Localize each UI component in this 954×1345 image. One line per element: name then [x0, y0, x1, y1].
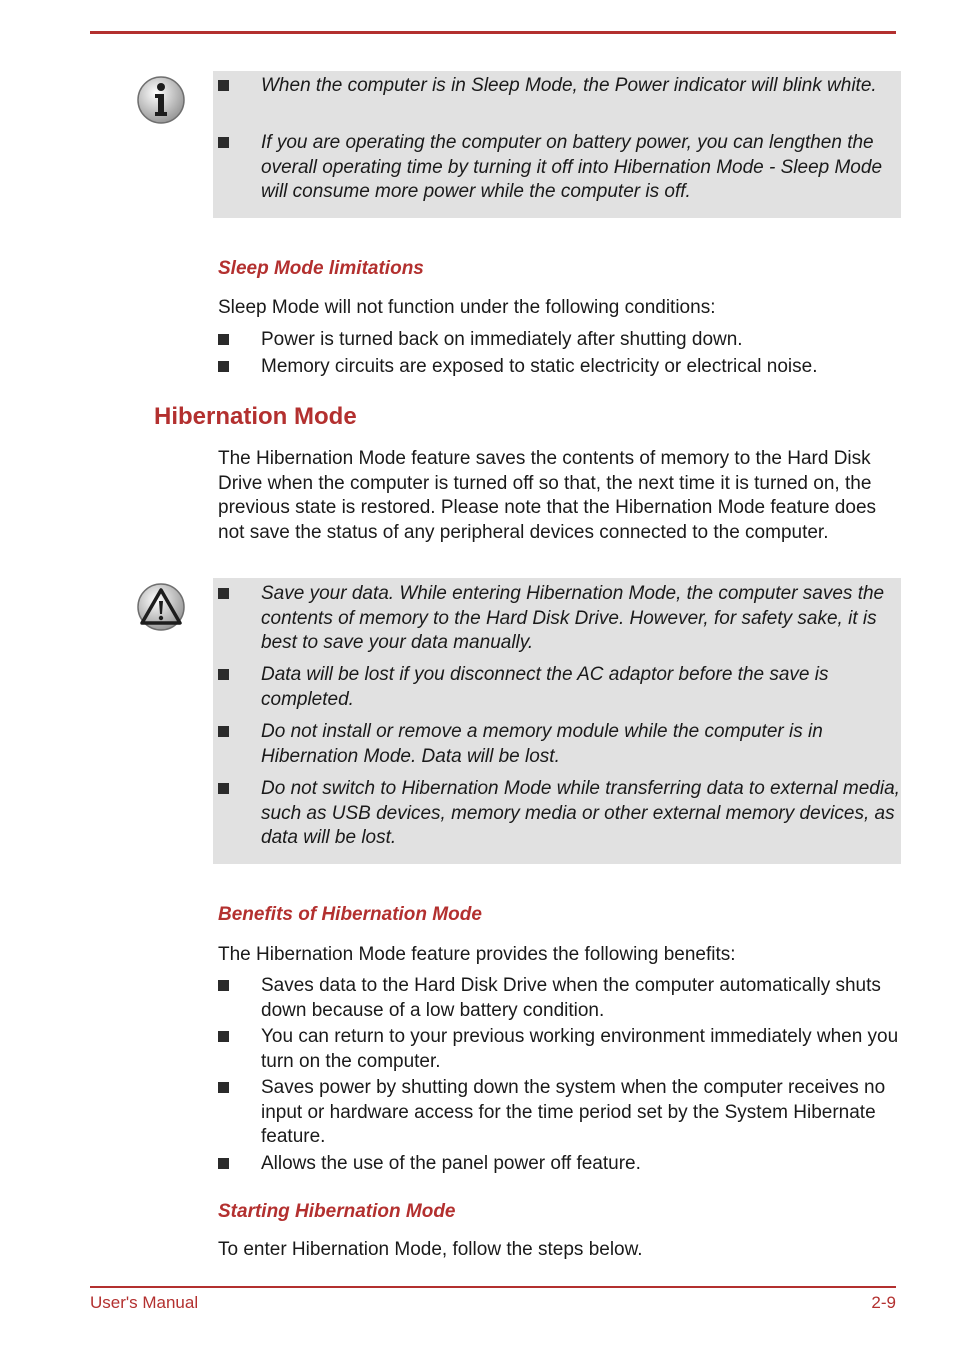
footer-rule: [90, 1286, 896, 1288]
warning-icon: [136, 582, 186, 632]
bullet: [218, 669, 229, 680]
footer-manual-title: User's Manual: [90, 1293, 199, 1312]
bullet: [218, 588, 229, 599]
bullet: [218, 334, 229, 345]
list-item-text: Memory circuits are exposed to static electricity or electrical noise.: [261, 356, 818, 377]
list-item-text: You can return to your previous working environment immediately when you turn on the computer.: [261, 1026, 899, 1072]
section-heading-benefits: Benefits of Hibernation Mode: [218, 904, 482, 925]
note-text: Do not install or remove a memory module while the computer is in Hibernation Mode. Data will be lost.: [261, 721, 823, 767]
bullet: [218, 980, 229, 991]
hibernation-paragraph: The Hibernation Mode feature saves the contents of memory to the Hard Disk Drive when the computer is turned off so that, the next time it is turned on, the previous state is restored. Please note that the Hibernation Mode feature does not save the status of any peripheral devices connected to the computer.: [218, 448, 877, 543]
list-item-text: Saves data to the Hard Disk Drive when the computer automatically shuts down because of a low battery condition.: [261, 975, 881, 1021]
list-item-text: Allows the use of the panel power off feature.: [261, 1153, 641, 1174]
note-text: Do not switch to Hibernation Mode while transferring data to external media, such as USB devices, memory media or other external memory devices, as data will be lost.: [261, 778, 900, 848]
note-text: When the computer is in Sleep Mode, the Power indicator will blink white.: [261, 75, 877, 96]
bullet: [218, 361, 229, 372]
page-number: 2-9: [871, 1293, 896, 1312]
bullet: [218, 1031, 229, 1042]
sleep-limitations-intro: Sleep Mode will not function under the following conditions:: [218, 297, 716, 318]
bullet: [218, 726, 229, 737]
bullet: [218, 80, 229, 91]
list-item-text: Saves power by shutting down the system when the computer receives no input or hardware access for the time period set by the System Hibernate feature.: [261, 1077, 886, 1147]
section-heading-starting-hibernation: Starting Hibernation Mode: [218, 1201, 456, 1222]
benefits-intro: The Hibernation Mode feature provides the following benefits:: [218, 944, 736, 965]
note-text: Data will be lost if you disconnect the AC adaptor before the save is completed.: [261, 664, 829, 710]
list-item-text: Power is turned back on immediately after shutting down.: [261, 329, 743, 350]
bullet: [218, 1082, 229, 1093]
note-text: If you are operating the computer on battery power, you can lengthen the overall operating time by turning it off into Hibernation Mode - Sleep Mode will consume more power while the computer is off.: [261, 132, 883, 202]
section-heading-sleep-limitations: Sleep Mode limitations: [218, 258, 424, 279]
header-rule: [90, 31, 896, 34]
bullet: [218, 137, 229, 148]
bullet: [218, 1158, 229, 1169]
section-heading-hibernation: Hibernation Mode: [154, 403, 357, 430]
starting-hibernation-intro: To enter Hibernation Mode, follow the steps below.: [218, 1239, 643, 1260]
note-text: Save your data. While entering Hibernation Mode, the computer saves the contents of memory to the Hard Disk Drive. However, for safety sake, it is best to save your data manually.: [261, 583, 885, 653]
info-icon: [136, 75, 186, 125]
bullet: [218, 783, 229, 794]
